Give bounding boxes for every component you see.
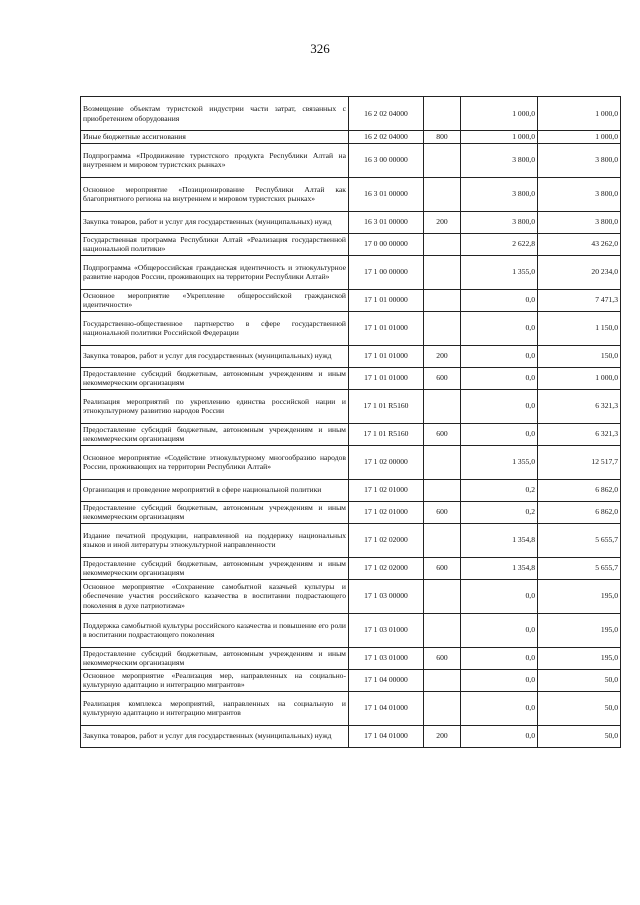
row-expense-type-cell: 200 [424,211,461,233]
row-code-cell: 16 3 01 00000 [349,211,424,233]
row-name-cell: Закупка товаров, работ и услуг для государственных (муниципальных) нужд [81,345,349,367]
table-row [81,289,621,311]
row-amount-1-cell: 1 355,0 [461,255,538,289]
row-amount-1-cell: 0,0 [461,423,538,445]
row-name-cell: Предоставление субсидий бюджетным, автономным учреждениям и иным некоммерческим организациям [81,501,349,523]
table-row [81,647,621,669]
row-amount-2-cell: 6 862,0 [538,501,621,523]
row-name-cell: Возмещение объектам туристской индустрии части затрат, связанных с приобретением оборудования [81,97,349,131]
row-expense-type-cell [424,255,461,289]
row-expense-type-cell [424,669,461,691]
row-expense-type-cell [424,691,461,725]
table-row [81,131,621,144]
table-row [81,691,621,725]
row-expense-type-cell: 200 [424,345,461,367]
row-name-cell: Предоставление субсидий бюджетным, автономным учреждениям и иным некоммерческим организациям [81,557,349,579]
row-expense-type-cell [424,523,461,557]
row-amount-1-cell: 1 354,8 [461,557,538,579]
page-number: 326 [310,41,330,56]
row-amount-1-cell: 0,0 [461,345,538,367]
row-amount-1-cell: 0,2 [461,501,538,523]
row-expense-type-cell [424,445,461,479]
row-amount-2-cell: 5 655,7 [538,523,621,557]
row-code-cell: 16 2 02 04000 [349,97,424,131]
row-expense-type-cell: 600 [424,557,461,579]
row-name-cell: Предоставление субсидий бюджетным, автономным учреждениям и иным некоммерческим организациям [81,647,349,669]
row-expense-type-cell: 600 [424,423,461,445]
row-amount-1-cell: 2 622,8 [461,233,538,255]
row-amount-2-cell: 6 321,3 [538,389,621,423]
row-amount-1-cell: 1 000,0 [461,131,538,144]
row-code-cell: 17 1 03 00000 [349,579,424,613]
table-row [81,255,621,289]
row-expense-type-cell [424,233,461,255]
table-row [81,143,621,177]
table-row [81,211,621,233]
row-amount-2-cell: 195,0 [538,647,621,669]
row-amount-2-cell: 50,0 [538,669,621,691]
table-row [81,523,621,557]
row-code-cell: 17 1 01 01000 [349,311,424,345]
row-amount-1-cell: 0,0 [461,311,538,345]
row-code-cell: 17 0 00 00000 [349,233,424,255]
row-code-cell: 17 1 01 01000 [349,345,424,367]
row-code-cell: 17 1 02 01000 [349,501,424,523]
row-name-cell: Основное мероприятие «Укрепление общероссийской гражданской идентичности» [81,289,349,311]
row-amount-1-cell: 0,2 [461,479,538,501]
row-name-cell: Закупка товаров, работ и услуг для государственных (муниципальных) нужд [81,211,349,233]
row-name-cell: Реализация мероприятий по укреплению единства российской нации и этнокультурному развитию народов России [81,389,349,423]
row-code-cell: 17 1 02 02000 [349,557,424,579]
row-expense-type-cell [424,143,461,177]
row-name-cell: Подпрограмма «Продвижение туристского продукта Республики Алтай на внутреннем и мировом туристских рынках» [81,143,349,177]
budget-table [80,96,621,748]
row-expense-type-cell [424,177,461,211]
row-name-cell: Основное мероприятие «Содействие этнокультурному многообразию народов России, проживающих на территории Республики Алтай» [81,445,349,479]
row-expense-type-cell: 600 [424,367,461,389]
row-expense-type-cell: 600 [424,501,461,523]
row-amount-1-cell: 0,0 [461,691,538,725]
row-amount-1-cell: 3 800,0 [461,143,538,177]
row-amount-1-cell: 1 000,0 [461,97,538,131]
row-code-cell: 17 1 01 R5160 [349,389,424,423]
table-row [81,501,621,523]
table-row [81,311,621,345]
table-row [81,445,621,479]
row-name-cell: Закупка товаров, работ и услуг для государственных (муниципальных) нужд [81,725,349,747]
row-amount-2-cell: 1 150,0 [538,311,621,345]
row-amount-2-cell: 20 234,0 [538,255,621,289]
row-expense-type-cell [424,613,461,647]
row-name-cell: Иные бюджетные ассигнования [81,131,349,144]
row-code-cell: 17 1 02 01000 [349,479,424,501]
row-amount-2-cell: 3 800,0 [538,143,621,177]
table-row [81,669,621,691]
row-amount-1-cell: 0,0 [461,613,538,647]
row-code-cell: 17 1 01 01000 [349,367,424,389]
row-name-cell: Предоставление субсидий бюджетным, автономным учреждениям и иным некоммерческим организациям [81,367,349,389]
row-amount-2-cell: 12 517,7 [538,445,621,479]
budget-table-body [81,97,621,748]
row-expense-type-cell [424,97,461,131]
row-amount-1-cell: 0,0 [461,389,538,423]
row-name-cell: Государственная программа Республики Алтай «Реализация государственной национальной политики» [81,233,349,255]
row-code-cell: 17 1 04 01000 [349,725,424,747]
row-expense-type-cell [424,579,461,613]
row-expense-type-cell [424,311,461,345]
row-amount-1-cell: 0,0 [461,669,538,691]
row-name-cell: Реализация комплекса мероприятий, направленных на социальную и культурную адаптацию и интеграцию мигрантов [81,691,349,725]
row-name-cell: Предоставление субсидий бюджетным, автономным учреждениям и иным некоммерческим организациям [81,423,349,445]
row-amount-2-cell: 1 000,0 [538,367,621,389]
row-amount-2-cell: 3 800,0 [538,177,621,211]
row-amount-1-cell: 3 800,0 [461,177,538,211]
row-amount-1-cell: 1 354,8 [461,523,538,557]
row-amount-2-cell: 1 000,0 [538,131,621,144]
row-name-cell: Основное мероприятие «Позиционирование Республики Алтай как благоприятного региона на внутреннем и мировом туристских рынках» [81,177,349,211]
row-code-cell: 17 1 02 00000 [349,445,424,479]
row-code-cell: 16 3 00 00000 [349,143,424,177]
row-amount-1-cell: 1 355,0 [461,445,538,479]
row-amount-1-cell: 0,0 [461,579,538,613]
row-amount-2-cell: 50,0 [538,725,621,747]
row-code-cell: 16 2 02 04000 [349,131,424,144]
row-amount-2-cell: 5 655,7 [538,557,621,579]
row-code-cell: 17 1 03 01000 [349,613,424,647]
row-amount-1-cell: 0,0 [461,367,538,389]
row-name-cell: Основное мероприятие «Сохранение самобытной казачьей культуры и обеспечение участия российского казачества в воспитании подрастающего поколения в духе патриотизма» [81,579,349,613]
row-name-cell: Организация и проведение мероприятий в сфере национальной политики [81,479,349,501]
row-code-cell: 17 1 01 00000 [349,289,424,311]
table-row [81,423,621,445]
row-amount-2-cell: 6 862,0 [538,479,621,501]
row-amount-1-cell: 3 800,0 [461,211,538,233]
row-expense-type-cell [424,479,461,501]
row-expense-type-cell: 200 [424,725,461,747]
row-name-cell: Подпрограмма «Общероссийская гражданская идентичность и этнокультурное развитие народов России, проживающих на территории Республики Алтай» [81,255,349,289]
table-row [81,479,621,501]
row-name-cell: Издание печатной продукции, направленной на поддержку национальных языков и иной литературы этнокультурной направленности [81,523,349,557]
row-code-cell: 17 1 00 00000 [349,255,424,289]
table-row [81,367,621,389]
row-code-cell: 17 1 02 02000 [349,523,424,557]
table-row [81,345,621,367]
row-amount-2-cell: 195,0 [538,613,621,647]
table-row [81,389,621,423]
row-expense-type-cell [424,289,461,311]
table-row [81,97,621,131]
row-amount-2-cell: 6 321,3 [538,423,621,445]
table-row [81,233,621,255]
row-amount-1-cell: 0,0 [461,289,538,311]
row-code-cell: 17 1 03 01000 [349,647,424,669]
row-expense-type-cell [424,389,461,423]
row-name-cell: Государственно-общественное партнерство в сфере государственной национальной политики Российской Федерации [81,311,349,345]
row-amount-2-cell: 1 000,0 [538,97,621,131]
row-expense-type-cell: 600 [424,647,461,669]
row-amount-2-cell: 150,0 [538,345,621,367]
table-row [81,557,621,579]
row-amount-1-cell: 0,0 [461,647,538,669]
table-row [81,725,621,747]
row-expense-type-cell: 800 [424,131,461,144]
row-code-cell: 17 1 04 01000 [349,691,424,725]
row-amount-1-cell: 0,0 [461,725,538,747]
table-row [81,579,621,613]
row-code-cell: 17 1 04 00000 [349,669,424,691]
row-name-cell: Основное мероприятие «Реализация мер, направленных на социально-культурную адаптацию и интеграцию мигрантов» [81,669,349,691]
row-amount-2-cell: 7 471,3 [538,289,621,311]
row-amount-2-cell: 3 800,0 [538,211,621,233]
row-name-cell: Поддержка самобытной культуры российского казачества и повышение его роли в воспитании подрастающего поколения [81,613,349,647]
row-code-cell: 17 1 01 R5160 [349,423,424,445]
row-amount-2-cell: 50,0 [538,691,621,725]
table-row [81,613,621,647]
row-amount-2-cell: 195,0 [538,579,621,613]
row-amount-2-cell: 43 262,0 [538,233,621,255]
table-row [81,177,621,211]
row-code-cell: 16 3 01 00000 [349,177,424,211]
